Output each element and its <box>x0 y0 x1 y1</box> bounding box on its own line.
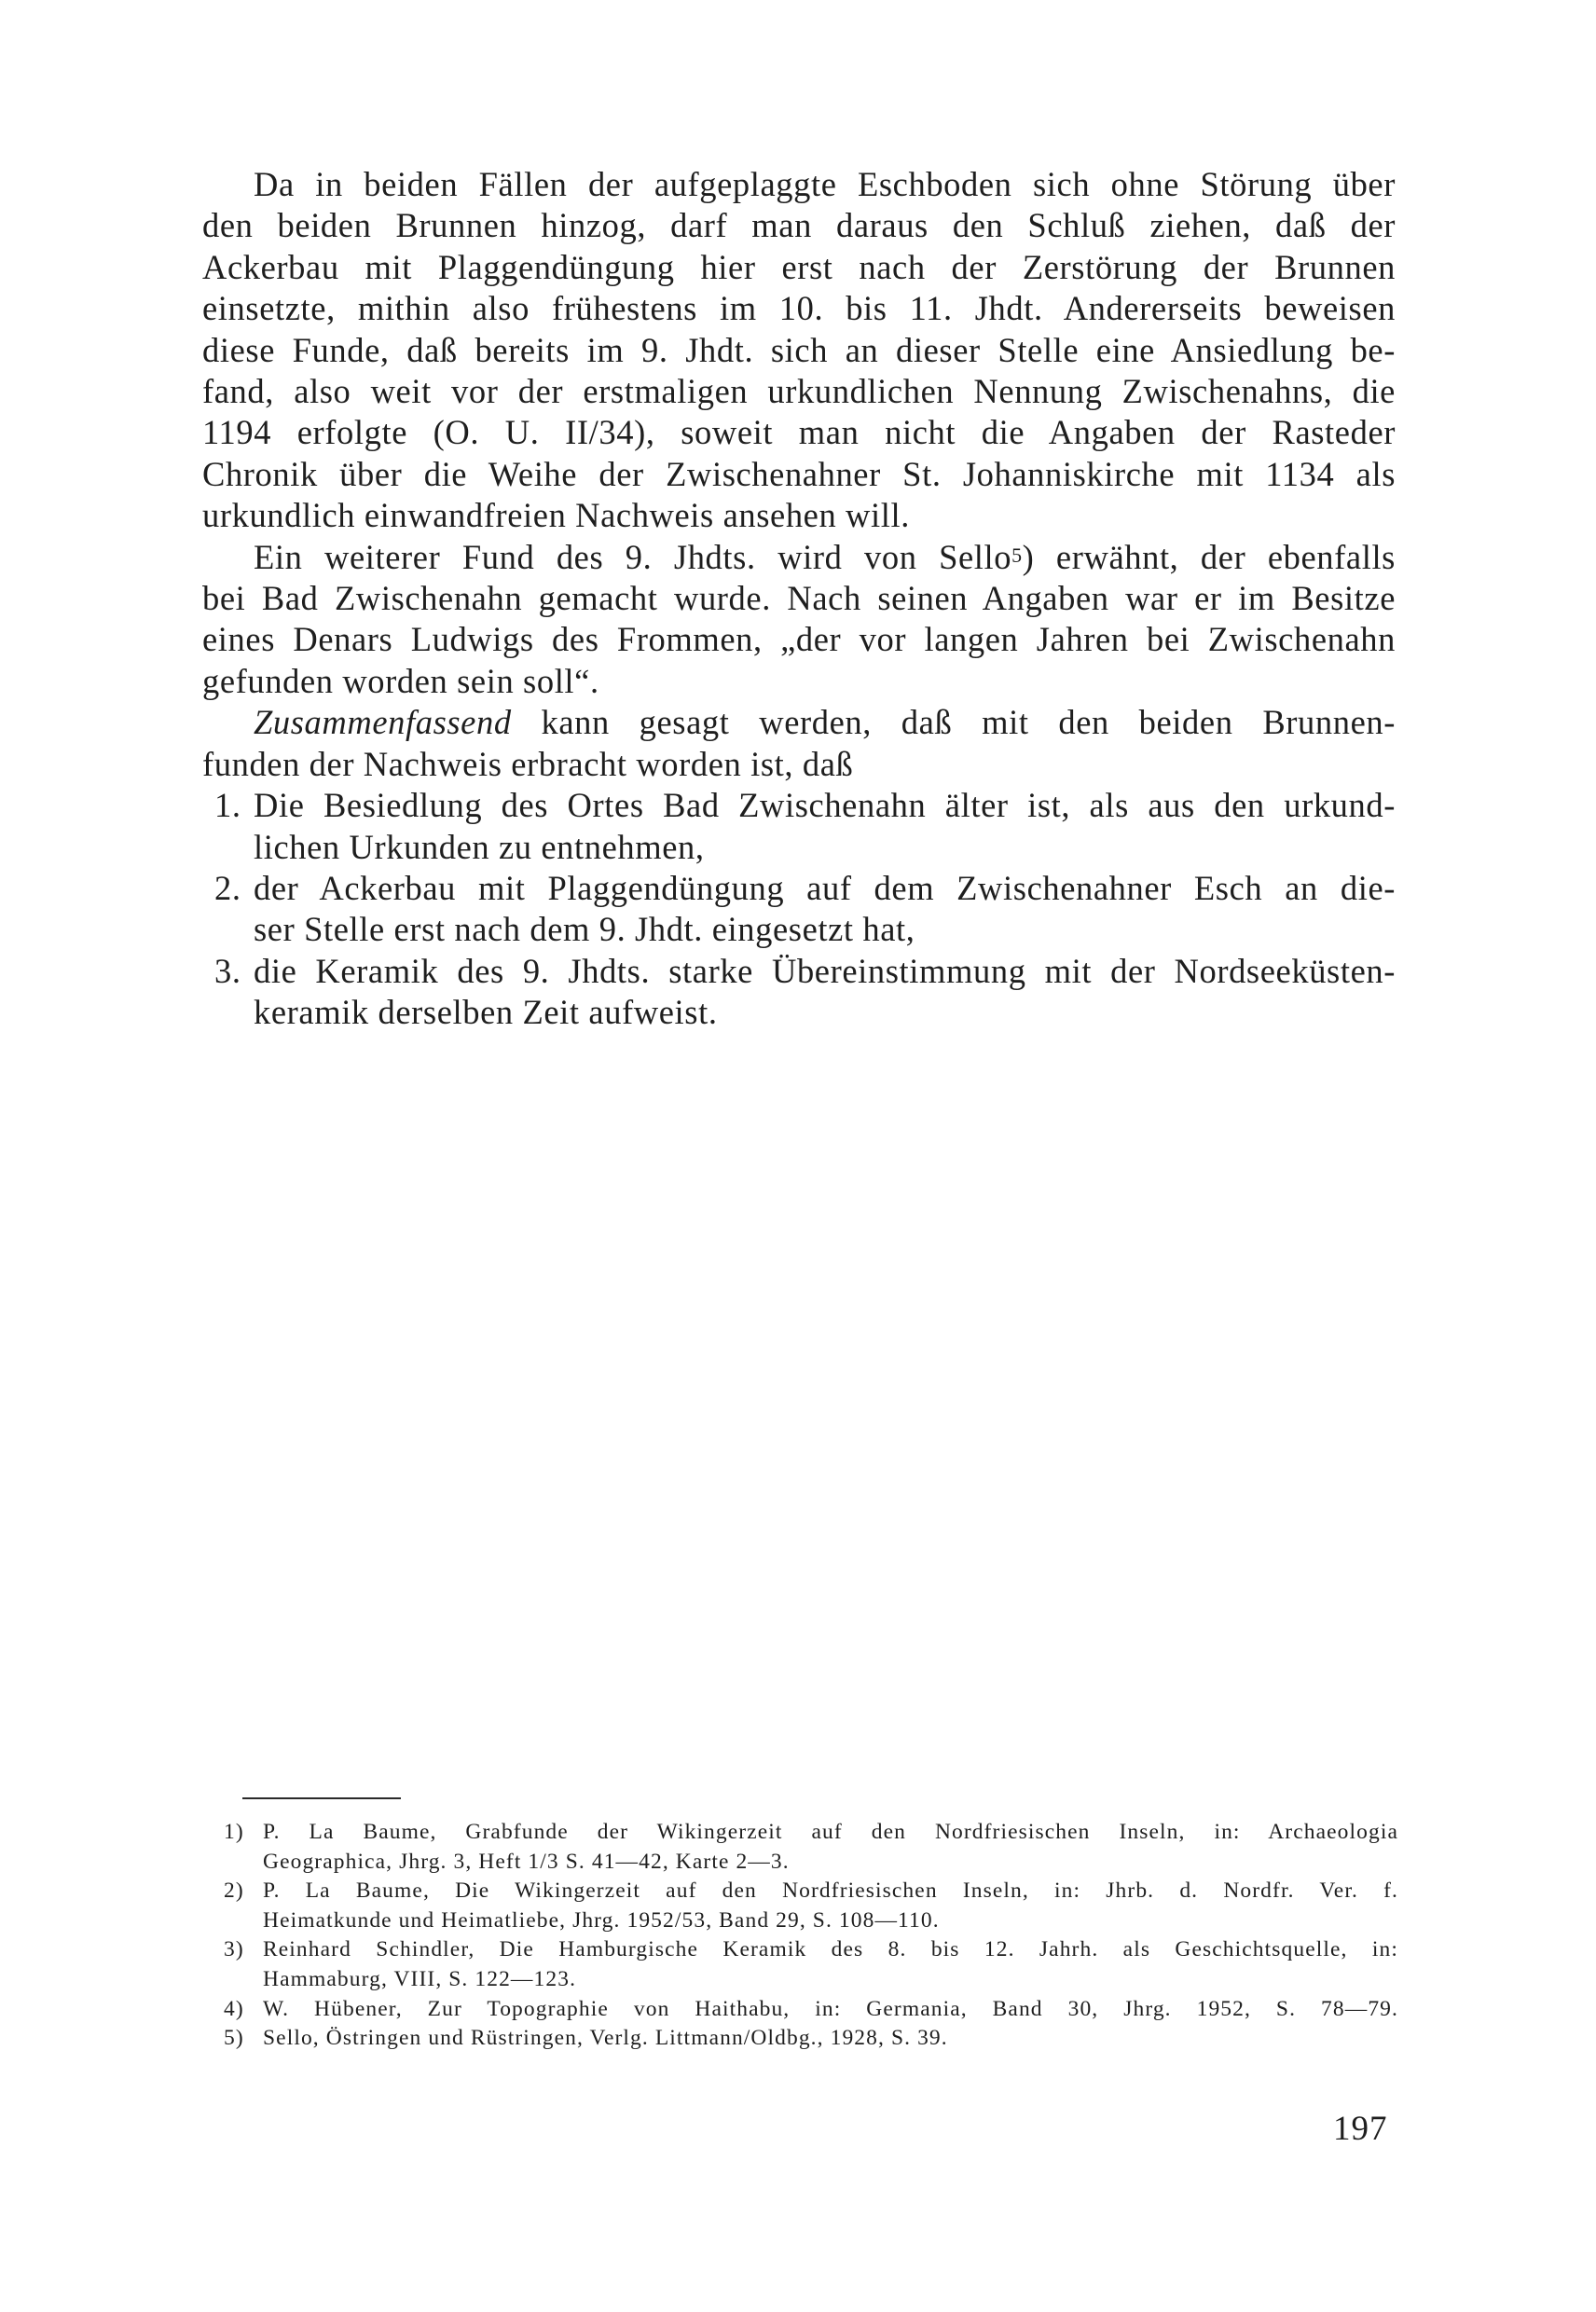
footnote-line: Geographica, Jhrg. 3, Heft 1/3 S. 41—42, Karte 2—3. <box>263 1849 790 1874</box>
page-number: 197 <box>1333 2110 1388 2148</box>
emphasized-word: Zusammenfassend <box>254 703 512 742</box>
text-line: ser Stelle erst nach dem 9. Jhdt. eingesetzt hat, <box>254 910 915 949</box>
footnote <box>224 1995 1398 2025</box>
numbered-list <box>202 785 1396 1033</box>
footnote-line: Hammaburg, VIII, S. 122—123. <box>263 1966 577 1991</box>
body-text <box>202 164 1396 1034</box>
text-line: diese Funde, daß bereits im 9. Jhdt. sich an dieser Stelle eine Ansiedlung be- <box>202 330 1396 369</box>
text-line: fand, also weit vor der erstmaligen urkundlichen Nennung Zwischenahns, die <box>202 372 1396 411</box>
text-line: einsetzte, mithin also frühestens im 10. bis 11. Jhdt. Andererseits beweisen <box>202 289 1396 328</box>
text-fragment: ) erwähnt, der ebenfalls <box>1022 537 1396 576</box>
footnotes <box>224 1818 1398 2054</box>
text-line: funden der Nachweis erbracht worden ist, daß <box>202 744 854 783</box>
footnote <box>224 1877 1398 1935</box>
footnote-line: P. La Baume, Grabfunde der Wikingerzeit auf den Nordfriesischen Inseln, in: Archaeologia <box>263 1820 1398 1844</box>
text-line: Ackerbau mit Plaggendüngung hier erst nach der Zerstörung der Brunnen <box>202 247 1396 286</box>
list-item-number: 1. <box>214 786 241 825</box>
footnote <box>224 2024 1398 2054</box>
text-line <box>202 537 1396 578</box>
footnote-line: W. Hübener, Zur Topographie von Haithabu, in: Germania, Band 30, Jhrg. 1952, S. 78—79. <box>263 1996 1398 2021</box>
text-line: gefunden worden sein soll“. <box>202 661 599 700</box>
text-fragment: Ein weiterer Fund des 9. Jhdts. wird von Sello <box>254 537 1012 576</box>
footnote <box>224 1818 1398 1877</box>
footnote-marker: 4) <box>224 1996 244 2021</box>
paragraph-1 <box>202 164 1396 537</box>
footnote-marker: 5) <box>224 2026 244 2051</box>
footnote-marker: 3) <box>224 1937 244 1962</box>
text-line: bei Bad Zwischenahn gemacht wurde. Nach seinen Angaben war er im Besitze <box>202 579 1396 618</box>
text-line: den beiden Brunnen hinzog, darf man daraus den Schluß ziehen, daß der <box>202 206 1396 245</box>
footnote-line: Sello, Östringen und Rüstringen, Verlg. Littmann/Oldbg., 1928, S. 39. <box>263 2026 948 2051</box>
text-line: 1194 erfolgte (O. U. II/34), soweit man nicht die Angaben der Rasteder <box>202 413 1396 452</box>
paragraph-2 <box>202 537 1396 703</box>
text-line: lichen Urkunden zu entnehmen, <box>254 827 705 866</box>
footnote-line: Heimatkunde und Heimatliebe, Jhrg. 1952/53, Band 29, S. 108—110. <box>263 1907 940 1933</box>
footnote-reference: 5 <box>1011 543 1023 567</box>
text-line: der Ackerbau mit Plaggendüngung auf dem Zwischenahner Esch an die- <box>254 868 1396 907</box>
list-item <box>202 868 1396 951</box>
paragraph-3 <box>202 702 1396 785</box>
list-item-number: 2. <box>214 868 241 907</box>
text-line: keramik derselben Zeit aufweist. <box>254 993 718 1032</box>
text-line: Da in beiden Fällen der aufgeplaggte Eschboden sich ohne Störung über <box>254 165 1396 203</box>
footnote <box>224 1935 1398 1994</box>
text-line: die Keramik des 9. Jhdts. starke Übereinstimmung mit der Nordseeküsten- <box>254 951 1396 990</box>
list-item-number: 3. <box>214 951 241 990</box>
text-line: Die Besiedlung des Ortes Bad Zwischenahn älter ist, als aus den urkund- <box>254 786 1396 825</box>
footnote-line: P. La Baume, Die Wikingerzeit auf den Nordfriesischen Inseln, in: Jhrb. d. Nordfr. Ver. f. <box>263 1878 1398 1904</box>
footnote-marker: 1) <box>224 1820 244 1844</box>
list-item <box>202 951 1396 1034</box>
list-item <box>202 785 1396 868</box>
text-line <box>202 702 1396 743</box>
footnote-separator <box>242 1797 401 1799</box>
text-line: urkundlich einwandfreien Nachweis ansehen will. <box>202 496 910 535</box>
footnote-line: Reinhard Schindler, Die Hamburgische Keramik des 8. bis 12. Jahrh. als Geschichtsquelle, in: <box>263 1937 1398 1962</box>
footnote-marker: 2) <box>224 1878 244 1904</box>
text-fragment: kann gesagt werden, daß mit den beiden Brunnen- <box>511 703 1396 742</box>
text-line: Chronik über die Weihe der Zwischenahner St. Johanniskirche mit 1134 als <box>202 454 1396 493</box>
text-line: eines Denars Ludwigs des Frommen, „der vor langen Jahren bei Zwischenahn <box>202 620 1396 659</box>
